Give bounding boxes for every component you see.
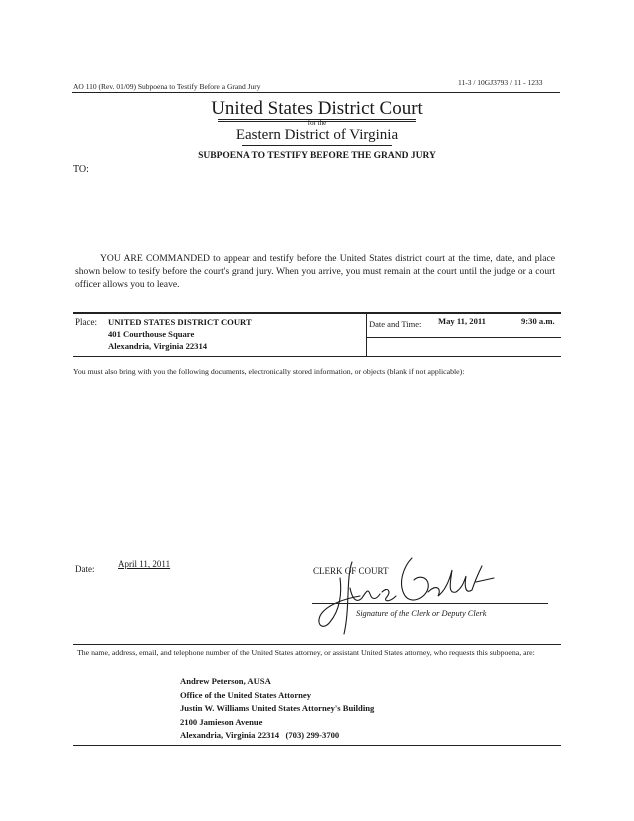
for-the-label: for the (307, 119, 327, 127)
form-id: AO 110 (Rev. 01/09) Subpoena to Testify Before a Grand Jury (73, 82, 261, 91)
place-table-divider (366, 313, 367, 356)
footer-rule (73, 745, 561, 746)
attorney-building: Justin W. Williams United States Attorney's Building (180, 703, 375, 713)
header-rule (72, 92, 560, 93)
appearance-time: 9:30 a.m. (521, 316, 555, 326)
subpoena-title: SUBPOENA TO TESTIFY BEFORE THE GRAND JURY (198, 151, 436, 161)
place-line-2: 401 Courthouse Square (108, 329, 195, 339)
to-label: TO: (73, 164, 89, 175)
attorney-street: 2100 Jamieson Avenue (180, 716, 263, 727)
signature-line (312, 603, 548, 604)
attorney-office: Office of the United States Attorney (180, 689, 312, 700)
court-title: United States District Court (211, 98, 423, 119)
place-line-3: Alexandria, Virginia 22314 (108, 341, 208, 351)
clerk-signature (300, 548, 500, 638)
command-paragraph: YOU ARE COMMANDED to appear and testify before the United States district court at the time, date, and place shown below to tesify before the court's grand jury. When you arrive, you must remain at the court until the judge or a court officer allows you to leave. (75, 253, 555, 290)
place-line-1: UNITED STATES DISTRICT COURT (108, 317, 252, 327)
attorney-name: Andrew Peterson, AUSA (180, 676, 271, 686)
district-rule (242, 145, 392, 146)
attorney-contact (180, 675, 374, 743)
attorney-city-phone: Alexandria, Virginia 22314 (703) 299-3700 (180, 730, 340, 740)
signature-stroke-ia (382, 590, 396, 601)
date-cell-rule (366, 337, 561, 338)
signature-stroke-chilt (428, 566, 494, 596)
signature-stroke-s (402, 558, 429, 600)
place-label: Place: (75, 317, 97, 327)
date-time-label: Date and Time: (369, 319, 422, 329)
clerk-of-court-label: CLERK OF COURT (313, 566, 389, 576)
appearance-date: May 11, 2011 (438, 316, 486, 326)
place-table-top-rule (73, 312, 561, 314)
place-table-bottom-rule (73, 356, 561, 357)
issue-date-value: April 11, 2011 (118, 559, 171, 569)
attorney-section-rule (73, 644, 561, 645)
case-number: 11-3 / 10GJ3793 / 11 - 1233 (458, 78, 543, 87)
documents-instruction: You must also bring with you the following documents, electronically stored information, or objects (blank if not applicable): (73, 367, 465, 376)
place-address (108, 316, 252, 352)
signature-stroke-ul (350, 588, 380, 600)
district-name: Eastern District of Virginia (235, 127, 399, 143)
issue-date-label: Date: (75, 564, 95, 574)
requesting-attorney-instruction: The name, address, email, and telephone number of the United States attorney, or assistant United States attorney, who requests this subpoena, are: (77, 648, 535, 657)
signature-caption: Signature of the Clerk or Deputy Clerk (356, 609, 487, 618)
